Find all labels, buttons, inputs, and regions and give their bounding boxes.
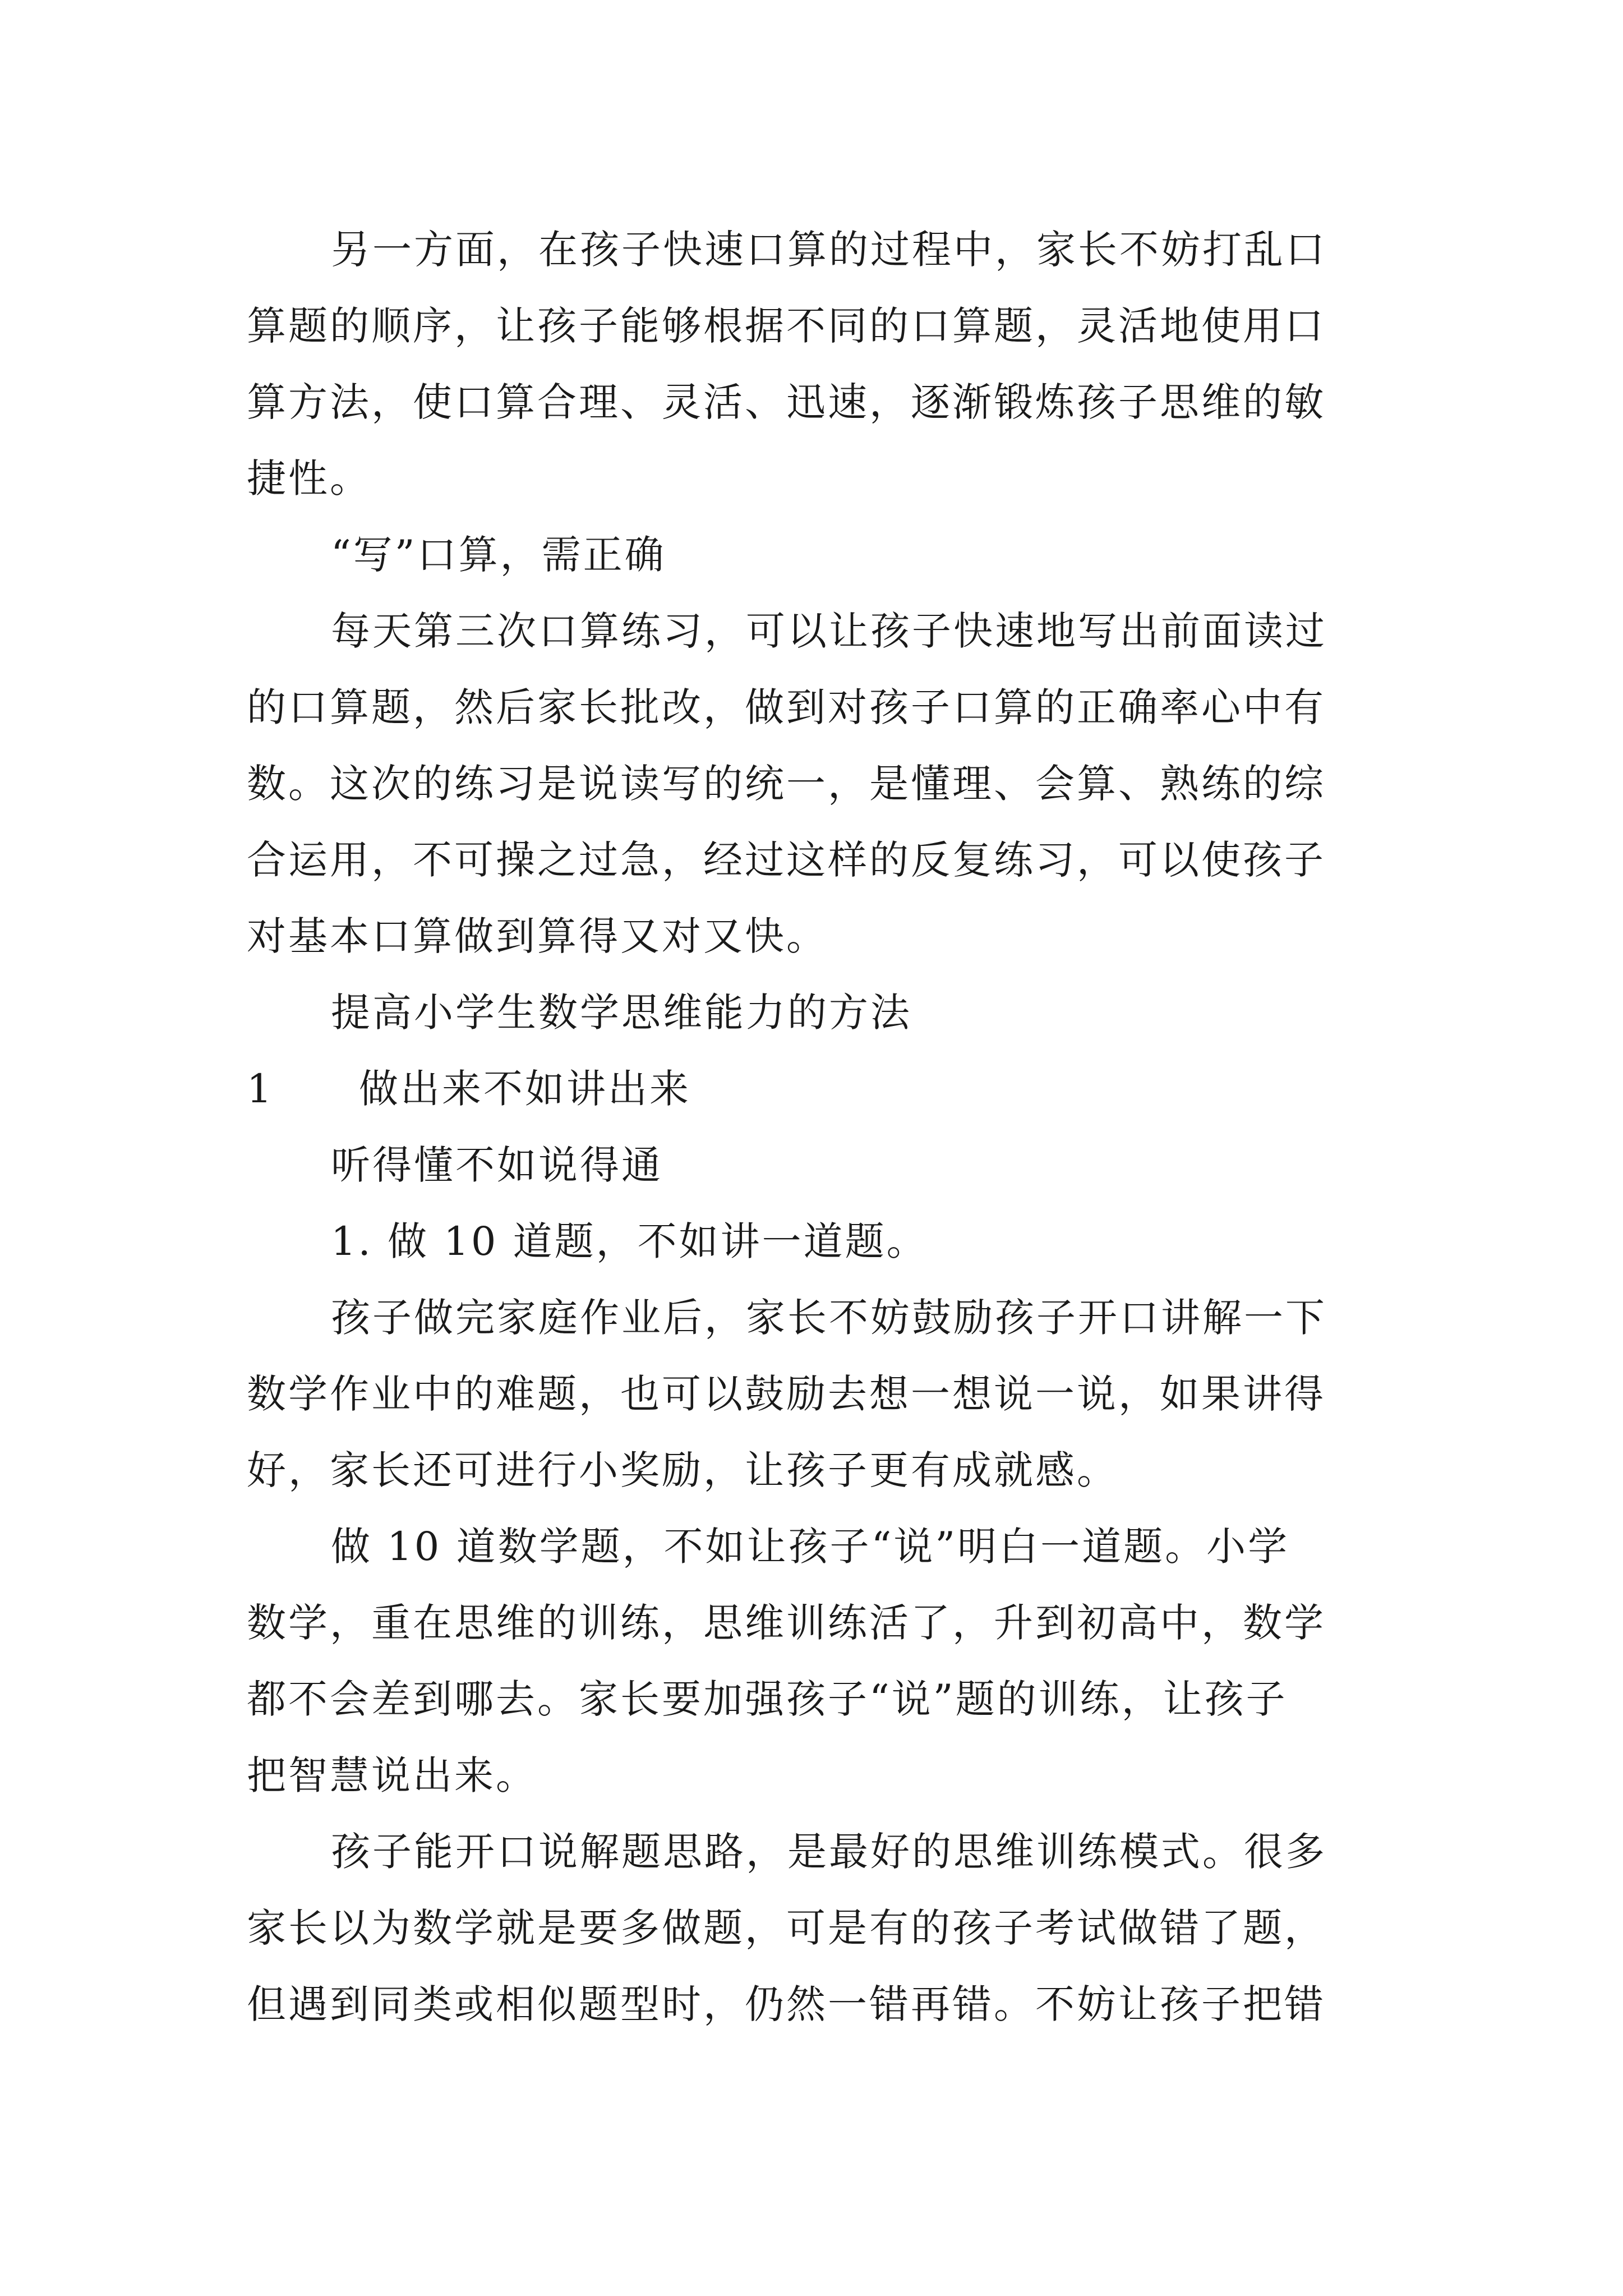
numbered-heading [247, 1051, 691, 1127]
text-line: 合运用，不可操之过急，经过这样的反复练习，可以使孩子 [247, 837, 1326, 883]
paragraph-ten-problems [247, 1508, 1385, 1814]
paragraph-quick-mental-math [247, 211, 1385, 517]
text-line: 孩子能开口说解题思路，是最好的思维训练模式。很多 [331, 1829, 1327, 1875]
heading-number: 1 [247, 1066, 274, 1112]
paragraph-after-homework [247, 1280, 1385, 1508]
text-line: 捷性。 [247, 455, 371, 501]
text-line: 算题的顺序，让孩子能够根据不同的口算题，灵活地使用口 [247, 303, 1326, 349]
subheading-understand-explain [247, 1127, 1385, 1203]
text-line: 算方法，使口算合理、灵活、迅速，逐渐锻炼孩子思维的敏 [247, 379, 1326, 425]
text-line: 每天第三次口算练习，可以让孩子快速地写出前面读过 [331, 608, 1327, 654]
text-line: 好，家长还可进行小奖励，让孩子更有成就感。 [247, 1447, 1118, 1493]
text-line: 听得懂不如说得通 [331, 1142, 663, 1188]
text-line: 的口算题，然后家长批改，做到对孩子口算的正确率心中有 [247, 684, 1326, 730]
text-line: “写”口算，需正确 [331, 532, 666, 578]
text-line: 1. 做 10 道题，不如讲一道题。 [331, 1218, 928, 1264]
paragraph-explain-approach [247, 1814, 1385, 2042]
text-line: 家长以为数学就是要多做题，可是有的孩子考试做错了题， [247, 1905, 1326, 1951]
text-line: 数学作业中的难题，也可以鼓励去想一想说一说，如果讲得 [247, 1371, 1326, 1417]
text-line: 数学，重在思维的训练，思维训练活了，升到初高中，数学 [247, 1600, 1326, 1646]
section-title-methods [247, 974, 1385, 1051]
text-line: 但遇到同类或相似题型时，仍然一错再错。不妨让孩子把错 [247, 1981, 1326, 2027]
heading-text: 做出来不如讲出来 [359, 1066, 691, 1112]
text-line: 孩子做完家庭作业后，家长不妨鼓励孩子开口讲解一下 [331, 1295, 1327, 1341]
text-line: 把智慧说出来。 [247, 1752, 537, 1798]
paragraph-third-practice [247, 593, 1385, 974]
text-line: 另一方面，在孩子快速口算的过程中，家长不妨打乱口 [331, 227, 1327, 273]
text-line: 做 10 道数学题，不如让孩子“说”明白一道题。小学 [331, 1524, 1290, 1570]
text-line: 都不会差到哪去。家长要加强孩子“说”题的训练，让孩子 [247, 1676, 1288, 1722]
point-one [247, 1203, 1385, 1280]
text-line: 对基本口算做到算得又对又快。 [247, 913, 828, 959]
text-line: 提高小学生数学思维能力的方法 [331, 990, 912, 1036]
subheading-write-mental-math [247, 517, 1385, 593]
text-line: 数。这次的练习是说读写的统一，是懂理、会算、熟练的综 [247, 761, 1326, 807]
